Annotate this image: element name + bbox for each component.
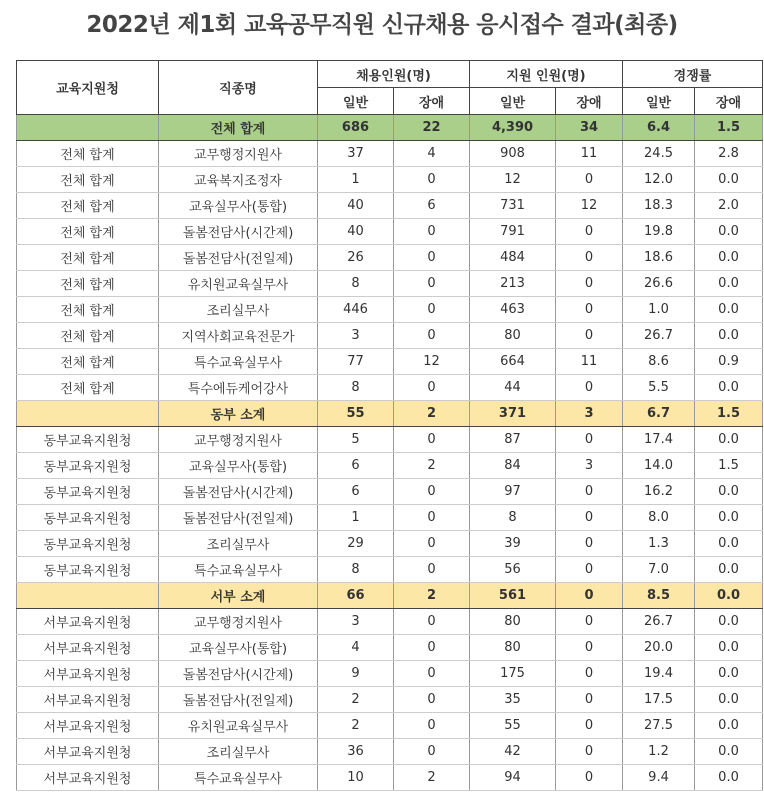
cell-hire-general: 66 xyxy=(318,583,394,609)
cell-apply-general: 561 xyxy=(470,583,556,609)
table-row xyxy=(17,505,763,531)
cell-hire-disabled: 0 xyxy=(394,427,470,453)
cell-apply-general: 4,390 xyxy=(470,115,556,141)
cell-apply-general: 84 xyxy=(470,453,556,479)
cell-hire-general: 55 xyxy=(318,401,394,427)
cell-apply-disabled: 0 xyxy=(556,427,623,453)
cell-ratio-general: 7.0 xyxy=(623,557,695,583)
table-row xyxy=(17,427,763,453)
cell-hire-disabled: 0 xyxy=(394,479,470,505)
cell-hire-disabled: 6 xyxy=(394,193,470,219)
cell-office: 전체 합계 xyxy=(17,245,159,271)
table-row xyxy=(17,609,763,635)
cell-apply-general: 731 xyxy=(470,193,556,219)
cell-office xyxy=(17,583,159,609)
cell-hire-general: 3 xyxy=(318,609,394,635)
cell-ratio-disabled: 1.5 xyxy=(695,115,763,141)
cell-ratio-disabled: 2.8 xyxy=(695,141,763,167)
cell-ratio-disabled: 0.0 xyxy=(695,245,763,271)
cell-apply-disabled: 3 xyxy=(556,401,623,427)
cell-hire-general: 77 xyxy=(318,349,394,375)
cell-hire-general: 4 xyxy=(318,635,394,661)
cell-office: 서부교육지원청 xyxy=(17,661,159,687)
cell-ratio-general: 19.8 xyxy=(623,219,695,245)
cell-hire-disabled: 4 xyxy=(394,141,470,167)
table-row xyxy=(17,167,763,193)
cell-ratio-general: 24.5 xyxy=(623,141,695,167)
cell-apply-general: 39 xyxy=(470,531,556,557)
cell-job: 교육실무사(통합) xyxy=(159,635,318,661)
cell-apply-disabled: 0 xyxy=(556,609,623,635)
cell-job: 지역사회교육전문가 xyxy=(159,323,318,349)
cell-ratio-disabled: 0.9 xyxy=(695,349,763,375)
cell-apply-general: 87 xyxy=(470,427,556,453)
cell-hire-disabled: 22 xyxy=(394,115,470,141)
cell-ratio-general: 26.7 xyxy=(623,609,695,635)
cell-job: 돌봄전담사(전일제) xyxy=(159,505,318,531)
cell-ratio-general: 9.4 xyxy=(623,765,695,791)
cell-apply-disabled: 0 xyxy=(556,739,623,765)
page-title: 2022년 제1회 교육공무직원 신규채용 응시접수 결과(최종) xyxy=(86,12,678,38)
cell-hire-disabled: 0 xyxy=(394,687,470,713)
cell-ratio-general: 17.5 xyxy=(623,687,695,713)
cell-job: 돌봄전담사(시간제) xyxy=(159,661,318,687)
cell-office: 서부교육지원청 xyxy=(17,635,159,661)
cell-hire-general: 40 xyxy=(318,193,394,219)
cell-ratio-general: 5.5 xyxy=(623,375,695,401)
cell-job: 전체 합계 xyxy=(159,115,318,141)
table-row xyxy=(17,245,763,271)
cell-ratio-general: 6.7 xyxy=(623,401,695,427)
cell-apply-disabled: 0 xyxy=(556,661,623,687)
cell-ratio-disabled: 0.0 xyxy=(695,271,763,297)
cell-office: 서부교육지원청 xyxy=(17,765,159,791)
cell-ratio-disabled: 1.5 xyxy=(695,401,763,427)
cell-office: 전체 합계 xyxy=(17,323,159,349)
cell-office: 전체 합계 xyxy=(17,349,159,375)
cell-job: 돌봄전담사(시간제) xyxy=(159,479,318,505)
cell-office: 동부교육지원청 xyxy=(17,505,159,531)
cell-ratio-general: 1.0 xyxy=(623,297,695,323)
cell-ratio-disabled: 0.0 xyxy=(695,531,763,557)
cell-job: 돌봄전담사(전일제) xyxy=(159,245,318,271)
results-table xyxy=(16,60,763,791)
cell-office: 전체 합계 xyxy=(17,219,159,245)
header-apply-disabled: 장애 xyxy=(556,88,623,115)
cell-ratio-general: 27.5 xyxy=(623,713,695,739)
cell-hire-general: 2 xyxy=(318,713,394,739)
table-row xyxy=(17,557,763,583)
cell-apply-disabled: 11 xyxy=(556,349,623,375)
cell-office: 동부교육지원청 xyxy=(17,427,159,453)
cell-apply-general: 35 xyxy=(470,687,556,713)
cell-hire-disabled: 0 xyxy=(394,323,470,349)
cell-ratio-general: 8.6 xyxy=(623,349,695,375)
cell-apply-general: 664 xyxy=(470,349,556,375)
cell-ratio-disabled: 0.0 xyxy=(695,479,763,505)
cell-ratio-general: 19.4 xyxy=(623,661,695,687)
cell-hire-general: 8 xyxy=(318,271,394,297)
cell-office: 전체 합계 xyxy=(17,167,159,193)
cell-hire-general: 8 xyxy=(318,375,394,401)
cell-apply-disabled: 3 xyxy=(556,453,623,479)
cell-ratio-general: 16.2 xyxy=(623,479,695,505)
cell-office: 전체 합계 xyxy=(17,297,159,323)
cell-ratio-general: 14.0 xyxy=(623,453,695,479)
cell-office: 동부교육지원청 xyxy=(17,453,159,479)
table-row xyxy=(17,193,763,219)
cell-ratio-disabled: 0.0 xyxy=(695,323,763,349)
cell-hire-disabled: 0 xyxy=(394,661,470,687)
cell-ratio-disabled: 0.0 xyxy=(695,661,763,687)
cell-job: 돌봄전담사(시간제) xyxy=(159,219,318,245)
cell-office xyxy=(17,115,159,141)
cell-hire-disabled: 2 xyxy=(394,401,470,427)
cell-apply-disabled: 0 xyxy=(556,245,623,271)
table-row xyxy=(17,739,763,765)
header-hire-disabled: 장애 xyxy=(394,88,470,115)
cell-ratio-general: 20.0 xyxy=(623,635,695,661)
cell-apply-general: 484 xyxy=(470,245,556,271)
cell-hire-general: 1 xyxy=(318,167,394,193)
cell-ratio-general: 17.4 xyxy=(623,427,695,453)
cell-ratio-disabled: 0.0 xyxy=(695,583,763,609)
cell-apply-general: 213 xyxy=(470,271,556,297)
cell-apply-general: 80 xyxy=(470,609,556,635)
cell-ratio-disabled: 0.0 xyxy=(695,375,763,401)
header-apply-general: 일반 xyxy=(470,88,556,115)
cell-hire-general: 40 xyxy=(318,219,394,245)
cell-hire-disabled: 0 xyxy=(394,609,470,635)
cell-apply-disabled: 0 xyxy=(556,297,623,323)
cell-apply-disabled: 0 xyxy=(556,323,623,349)
header-office: 교육지원청 xyxy=(17,61,159,115)
cell-ratio-disabled: 0.0 xyxy=(695,635,763,661)
total-row xyxy=(17,115,763,141)
cell-ratio-disabled: 0.0 xyxy=(695,167,763,193)
cell-ratio-general: 8.5 xyxy=(623,583,695,609)
cell-job: 교육실무사(통합) xyxy=(159,193,318,219)
cell-hire-disabled: 12 xyxy=(394,349,470,375)
cell-ratio-general: 6.4 xyxy=(623,115,695,141)
cell-hire-disabled: 0 xyxy=(394,505,470,531)
table-row xyxy=(17,349,763,375)
cell-apply-general: 175 xyxy=(470,661,556,687)
cell-job: 교무행정지원사 xyxy=(159,609,318,635)
cell-apply-general: 12 xyxy=(470,167,556,193)
cell-job: 특수교육실무사 xyxy=(159,349,318,375)
cell-ratio-general: 8.0 xyxy=(623,505,695,531)
cell-ratio-disabled: 0.0 xyxy=(695,427,763,453)
cell-office: 전체 합계 xyxy=(17,193,159,219)
cell-job: 교무행정지원사 xyxy=(159,427,318,453)
header-ratio-general: 일반 xyxy=(623,88,695,115)
cell-ratio-disabled: 2.0 xyxy=(695,193,763,219)
cell-apply-general: 44 xyxy=(470,375,556,401)
cell-job: 돌봄전담사(전일제) xyxy=(159,687,318,713)
header-ratio-group: 경쟁률 xyxy=(623,61,763,88)
cell-ratio-general: 18.3 xyxy=(623,193,695,219)
cell-ratio-general: 26.7 xyxy=(623,323,695,349)
cell-hire-disabled: 0 xyxy=(394,297,470,323)
cell-ratio-disabled: 0.0 xyxy=(695,609,763,635)
header-job: 직종명 xyxy=(159,61,318,115)
cell-job: 교육실무사(통합) xyxy=(159,453,318,479)
cell-ratio-disabled: 0.0 xyxy=(695,219,763,245)
cell-job: 특수에듀케어강사 xyxy=(159,375,318,401)
cell-job: 동부 소계 xyxy=(159,401,318,427)
cell-office xyxy=(17,401,159,427)
header-hire-group: 채용인원(명) xyxy=(318,61,470,88)
cell-hire-disabled: 0 xyxy=(394,245,470,271)
cell-hire-disabled: 0 xyxy=(394,713,470,739)
cell-apply-disabled: 0 xyxy=(556,531,623,557)
cell-hire-disabled: 2 xyxy=(394,765,470,791)
cell-apply-general: 80 xyxy=(470,323,556,349)
cell-apply-general: 791 xyxy=(470,219,556,245)
cell-hire-disabled: 0 xyxy=(394,375,470,401)
cell-hire-disabled: 0 xyxy=(394,739,470,765)
cell-hire-disabled: 0 xyxy=(394,167,470,193)
subtotal-row xyxy=(17,401,763,427)
cell-apply-disabled: 0 xyxy=(556,375,623,401)
cell-hire-disabled: 0 xyxy=(394,557,470,583)
cell-apply-disabled: 0 xyxy=(556,479,623,505)
cell-apply-disabled: 0 xyxy=(556,583,623,609)
cell-office: 서부교육지원청 xyxy=(17,687,159,713)
cell-apply-general: 97 xyxy=(470,479,556,505)
table-row xyxy=(17,765,763,791)
cell-hire-general: 446 xyxy=(318,297,394,323)
cell-hire-general: 8 xyxy=(318,557,394,583)
cell-office: 전체 합계 xyxy=(17,141,159,167)
cell-apply-disabled: 0 xyxy=(556,765,623,791)
cell-office: 서부교육지원청 xyxy=(17,609,159,635)
cell-apply-disabled: 0 xyxy=(556,219,623,245)
cell-hire-general: 2 xyxy=(318,687,394,713)
cell-job: 교육복지조정자 xyxy=(159,167,318,193)
header-hire-general: 일반 xyxy=(318,88,394,115)
cell-apply-disabled: 0 xyxy=(556,713,623,739)
cell-ratio-disabled: 0.0 xyxy=(695,765,763,791)
table-row xyxy=(17,453,763,479)
cell-apply-disabled: 0 xyxy=(556,687,623,713)
cell-hire-general: 37 xyxy=(318,141,394,167)
cell-ratio-general: 12.0 xyxy=(623,167,695,193)
cell-hire-disabled: 0 xyxy=(394,531,470,557)
cell-job: 서부 소계 xyxy=(159,583,318,609)
table-row xyxy=(17,141,763,167)
cell-apply-general: 908 xyxy=(470,141,556,167)
cell-hire-general: 1 xyxy=(318,505,394,531)
table-row xyxy=(17,687,763,713)
cell-ratio-general: 1.3 xyxy=(623,531,695,557)
cell-hire-disabled: 0 xyxy=(394,271,470,297)
table-row xyxy=(17,531,763,557)
cell-apply-general: 55 xyxy=(470,713,556,739)
cell-office: 전체 합계 xyxy=(17,375,159,401)
table-row xyxy=(17,661,763,687)
cell-hire-general: 10 xyxy=(318,765,394,791)
subtotal-row xyxy=(17,583,763,609)
cell-hire-general: 6 xyxy=(318,479,394,505)
header-apply-group: 지원 인원(명) xyxy=(470,61,623,88)
cell-hire-general: 686 xyxy=(318,115,394,141)
table-row xyxy=(17,375,763,401)
table-row xyxy=(17,271,763,297)
cell-job: 교무행정지원사 xyxy=(159,141,318,167)
cell-ratio-disabled: 0.0 xyxy=(695,297,763,323)
cell-apply-general: 371 xyxy=(470,401,556,427)
cell-office: 서부교육지원청 xyxy=(17,713,159,739)
table-row xyxy=(17,297,763,323)
table-row xyxy=(17,635,763,661)
cell-job: 유치원교육실무사 xyxy=(159,713,318,739)
cell-hire-general: 6 xyxy=(318,453,394,479)
cell-office: 동부교육지원청 xyxy=(17,479,159,505)
cell-job: 유치원교육실무사 xyxy=(159,271,318,297)
cell-hire-general: 5 xyxy=(318,427,394,453)
cell-apply-general: 56 xyxy=(470,557,556,583)
cell-apply-disabled: 34 xyxy=(556,115,623,141)
cell-apply-general: 463 xyxy=(470,297,556,323)
cell-apply-disabled: 0 xyxy=(556,167,623,193)
cell-hire-general: 9 xyxy=(318,661,394,687)
cell-job: 조리실무사 xyxy=(159,531,318,557)
cell-hire-general: 3 xyxy=(318,323,394,349)
cell-apply-general: 80 xyxy=(470,635,556,661)
cell-apply-disabled: 0 xyxy=(556,557,623,583)
header-ratio-disabled: 장애 xyxy=(695,88,763,115)
cell-job: 특수교육실무사 xyxy=(159,557,318,583)
table-body xyxy=(17,115,763,791)
cell-hire-general: 26 xyxy=(318,245,394,271)
cell-apply-disabled: 0 xyxy=(556,271,623,297)
table-row xyxy=(17,323,763,349)
cell-office: 동부교육지원청 xyxy=(17,531,159,557)
cell-apply-general: 94 xyxy=(470,765,556,791)
cell-ratio-disabled: 0.0 xyxy=(695,687,763,713)
cell-job: 조리실무사 xyxy=(159,297,318,323)
cell-job: 조리실무사 xyxy=(159,739,318,765)
cell-office: 전체 합계 xyxy=(17,271,159,297)
cell-ratio-general: 1.2 xyxy=(623,739,695,765)
table-row xyxy=(17,479,763,505)
cell-hire-disabled: 2 xyxy=(394,583,470,609)
cell-apply-disabled: 11 xyxy=(556,141,623,167)
cell-office: 서부교육지원청 xyxy=(17,739,159,765)
cell-hire-general: 29 xyxy=(318,531,394,557)
cell-ratio-general: 26.6 xyxy=(623,271,695,297)
cell-ratio-disabled: 0.0 xyxy=(695,739,763,765)
cell-job: 특수교육실무사 xyxy=(159,765,318,791)
cell-ratio-disabled: 1.5 xyxy=(695,453,763,479)
cell-hire-general: 36 xyxy=(318,739,394,765)
cell-apply-disabled: 12 xyxy=(556,193,623,219)
cell-apply-general: 42 xyxy=(470,739,556,765)
cell-ratio-disabled: 0.0 xyxy=(695,505,763,531)
cell-ratio-disabled: 0.0 xyxy=(695,557,763,583)
cell-apply-general: 8 xyxy=(470,505,556,531)
table-row xyxy=(17,713,763,739)
cell-ratio-general: 18.6 xyxy=(623,245,695,271)
cell-ratio-disabled: 0.0 xyxy=(695,713,763,739)
cell-apply-disabled: 0 xyxy=(556,505,623,531)
table-row xyxy=(17,219,763,245)
cell-hire-disabled: 2 xyxy=(394,453,470,479)
cell-office: 동부교육지원청 xyxy=(17,557,159,583)
cell-hire-disabled: 0 xyxy=(394,635,470,661)
cell-apply-disabled: 0 xyxy=(556,635,623,661)
cell-hire-disabled: 0 xyxy=(394,219,470,245)
